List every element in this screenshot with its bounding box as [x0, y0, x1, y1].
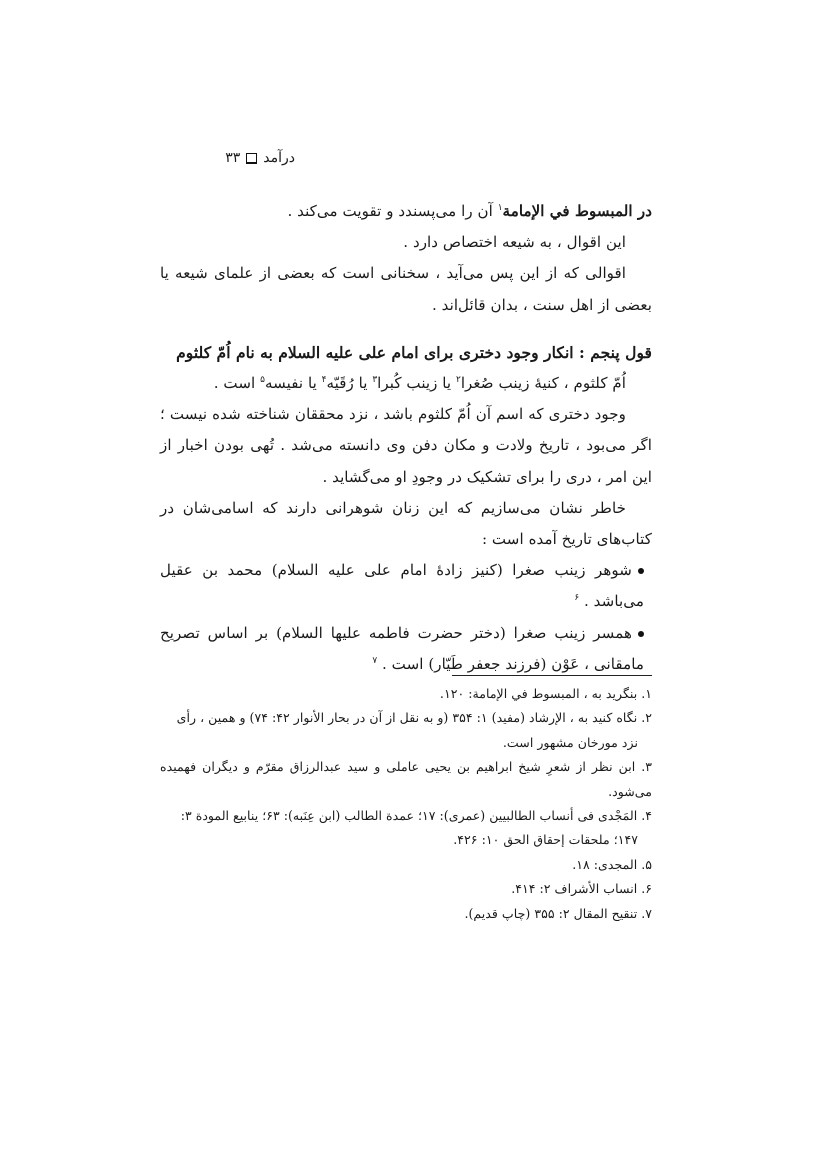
footnote-ref: ۱ — [497, 202, 503, 213]
paragraph-text: یا نفیسه — [264, 374, 322, 393]
running-head — [165, 150, 295, 166]
footnote-ref: ۵ — [260, 374, 265, 385]
footnote: ۲. نگاه کنید به ، الإرشاد (مفید) ۱: ۳۵۴ (و به نقل از آن در بحار الأنوار ۴۲: ۷۴) و همین ، رأی — [176, 710, 652, 726]
section-heading: قول پنجم : انکار وجود دختری برای امام علی علیه السلام به نام اُمّ کلثوم — [176, 342, 652, 362]
page-marker-icon — [246, 153, 257, 164]
paragraph: اقوالی که از این پس می‌آید ، سخنانی است که بعضی از علمای شیعه یا بعضی از اهل سنت ، بدان قائل‌اند . — [160, 264, 652, 314]
footnote: ۳. ابن نظر از شعرِ شیخ ابراهیم بن یحیی عاملی و سید عبدالرزاق مقرّم و دیگران فهمیده می‌شود. — [160, 759, 652, 799]
footnote: نزد مورخان مشهور است. — [502, 734, 638, 750]
running-head-title: درآمد — [263, 150, 295, 166]
paragraph — [160, 196, 652, 227]
footnote: ۷. تنقیح المقال ۲: ۳۵۵ (چاپ قدیم). — [464, 905, 652, 921]
paragraph-text: آن را می‌پسندد و تقویت می‌کند . — [287, 202, 498, 220]
footnote-ref: ۲ — [455, 374, 461, 385]
footnote: ۴. المَجْدی فی أنساب الطالبیین (عمری): ۱۷؛ عمدة الطالب (ابن عِنَبه): ۶۳؛ ینابیع المودة ۳: — [180, 808, 652, 824]
list-item — [160, 618, 652, 680]
source-title: در المبسوط في الإمامة — [502, 202, 652, 220]
footnotes — [160, 682, 652, 926]
footnote-divider — [452, 675, 652, 676]
paragraph-text: یا زینب کُبرا — [377, 374, 456, 393]
list-item-text: شوهر زینب صغرا (کنیز زادهٔ امام علی علیه السلام) محمد بن عقیل می‌باشد . — [160, 561, 644, 611]
page-number: ۳۳ — [225, 150, 241, 166]
paragraph-text: یا رُقَیّه — [326, 374, 373, 393]
paragraph: این اقوال ، به شیعه اختصاص دارد . — [403, 233, 626, 252]
footnote-ref: ۶ — [574, 593, 580, 604]
paragraph — [160, 368, 652, 399]
footnote-ref: ۷ — [372, 655, 378, 666]
paragraph: وجود دختری که اسم آن اُمّ کلثوم باشد ، نزد محققان شناخته شده نیست ؛ اگر می‌بود ، تاریخ ولادت و مکان دفن وی دانسته می‌شد . تُهی بودن اخبار از این امر ، دری را برای تشکیک در وجودِ او می‌گشاید . — [160, 405, 652, 486]
footnote-ref: ۳ — [372, 374, 378, 385]
footnote: ۱۴۷؛ ملحقات إحقاق الحق ۱۰: ۴۲۶. — [453, 832, 638, 848]
list-item — [160, 555, 652, 617]
paragraph: خاطر نشان می‌سازیم که این زنان شوهرانی دارند که اسامی‌شان در کتاب‌های تاریخ آمده است : — [160, 498, 652, 549]
footnote: ۶. انساب الأشراف ۲: ۴۱۴. — [511, 881, 652, 897]
bullet-icon — [638, 631, 644, 637]
footnote-ref: ۴ — [321, 374, 327, 385]
paragraph-text: اُمّ کلثوم ، کنیهٔ زینب صُغرا — [460, 374, 626, 393]
bullet-icon — [638, 568, 644, 574]
paragraph-text: است . — [213, 374, 261, 393]
footnote: ۵. المجدی: ۱۸. — [572, 856, 652, 872]
footnote: ۱. بنگرید به ، المبسوط في الإمامة: ۱۲۰. — [439, 686, 652, 701]
body-text — [160, 196, 652, 680]
list-item-text: همسر زینب صغرا (دختر حضرت فاطمه علیها السلام) بر اساس تصریح مامقانی ، عَوْن (فرزند جعفر طَیّار) است . — [160, 623, 644, 673]
